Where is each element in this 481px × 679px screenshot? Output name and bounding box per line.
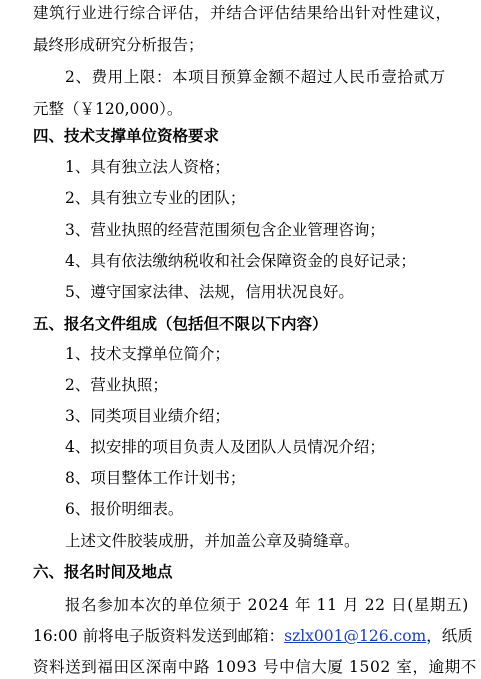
- registration-text: [0, 626, 481, 646]
- qualification-item: 3、营业执照的经营范围须包含企业管理咨询；: [65, 221, 385, 239]
- section-heading-6: 六、报名时间及地点: [33, 562, 173, 581]
- fee-limit-item: 2、费用上限：本项目预算金额不超过人民币壹拾贰万: [65, 68, 446, 86]
- document-item: 1、技术支撑单位简介；: [65, 345, 230, 363]
- document-item: 3、同类项目业绩介绍；: [65, 407, 230, 425]
- body-text-line: 最终形成研究分析报告；: [33, 36, 204, 54]
- body-text-line: 元整（￥120,000）。: [33, 100, 183, 118]
- section-heading-4: 四、技术支撑单位资格要求: [33, 126, 220, 145]
- body-text-line: 建筑行业进行综合评估，并结合评估结果给出针对性建议，: [33, 4, 452, 22]
- qualification-item: 5、遵守国家法律、法规，信用状况良好。: [65, 283, 354, 301]
- document-item: 8、项目整体工作计划书；: [65, 469, 246, 487]
- registration-text-part: ，纸质: [426, 627, 473, 645]
- binding-note: 上述文件胶装成册，并加盖公章及骑缝章。: [65, 532, 360, 550]
- registration-text: 资料送到福田区深南中路 1093 号中信大厦 1502 室，逾期不: [33, 658, 477, 676]
- qualification-item: 1、具有独立法人资格；: [65, 158, 230, 176]
- document-item: 2、营业执照；: [65, 376, 168, 394]
- qualification-item: 2、具有独立专业的团队；: [65, 189, 246, 207]
- registration-text: 报名参加本次的单位须于 2024 年 11 月 22 日(星期五): [65, 596, 469, 614]
- document-item: 4、拟安排的项目负责人及团队人员情况介绍；: [65, 438, 385, 456]
- section-heading-5: 五、报名文件组成（包括但不限以下内容）: [33, 314, 328, 333]
- registration-text-part: 16:00 前将电子版资料发送到邮箱：: [33, 627, 285, 645]
- document-item: 6、报价明细表。: [65, 500, 184, 518]
- qualification-item: 4、具有依法缴纳税收和社会保障资金的良好记录；: [65, 252, 416, 270]
- email-link[interactable]: szlx001@126.com: [284, 627, 427, 645]
